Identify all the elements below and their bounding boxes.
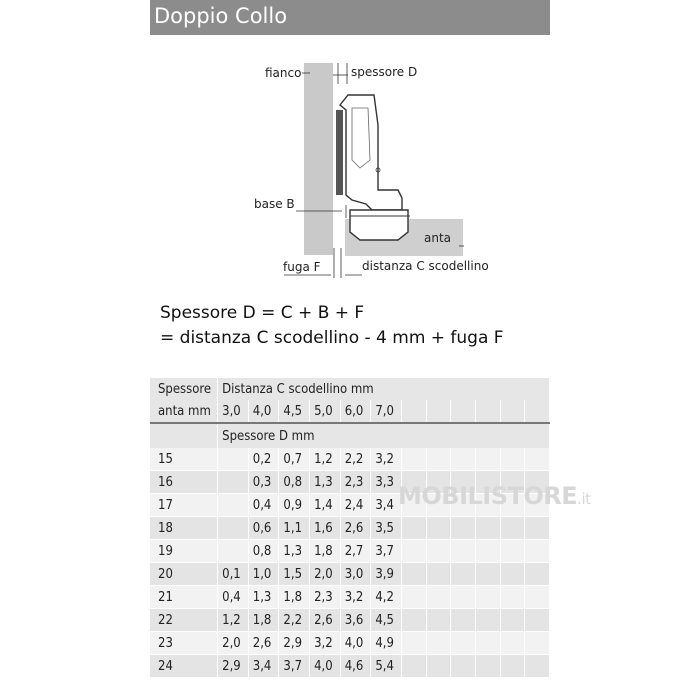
row-value: 3,7 <box>371 540 402 563</box>
table-row <box>150 448 550 471</box>
header-value: 4,5 <box>279 400 310 423</box>
table-row <box>150 563 550 586</box>
row-value: 3,2 <box>340 586 371 609</box>
row-anta-thickness: 23 <box>150 632 218 655</box>
row-value: 3,6 <box>340 609 371 632</box>
row-value: 3,0 <box>340 563 371 586</box>
header-value: 4,0 <box>248 400 279 423</box>
row-value: 1,5 <box>279 563 310 586</box>
anta-label: anta <box>424 231 452 245</box>
row-value: 1,3 <box>248 586 279 609</box>
row-anta-thickness: 17 <box>150 494 218 517</box>
row-value: 3,4 <box>248 655 279 678</box>
row-value: 2,4 <box>340 494 371 517</box>
fuga-label: fuga F <box>283 260 321 274</box>
table-row <box>150 586 550 609</box>
row-anta-thickness: 20 <box>150 563 218 586</box>
row-value: 4,9 <box>371 632 402 655</box>
row-value: 0,4 <box>218 586 249 609</box>
row-value: 4,0 <box>340 632 371 655</box>
row-value: 2,0 <box>218 632 249 655</box>
header-value: 5,0 <box>310 400 341 423</box>
row-anta-thickness: 19 <box>150 540 218 563</box>
formula-line-2: = distanza C scodellino - 4 mm + fuga F <box>160 328 504 348</box>
row-value: 1,8 <box>310 540 341 563</box>
row-value: 1,8 <box>248 609 279 632</box>
hinge-diagram <box>0 0 700 300</box>
row-value: 3,7 <box>279 655 310 678</box>
hinge-cup <box>350 210 408 240</box>
row-value: 1,2 <box>310 448 341 471</box>
mounting-plate <box>336 110 343 195</box>
row-value: 0,8 <box>279 471 310 494</box>
row-value: 0,2 <box>248 448 279 471</box>
row-value <box>218 448 249 471</box>
base-label: base B <box>254 197 295 211</box>
row-value: 0,1 <box>218 563 249 586</box>
header-distanza: Distanza C scodellino mm <box>218 378 550 400</box>
row-value: 4,2 <box>371 586 402 609</box>
table-header-row-1 <box>150 378 550 400</box>
row-value: 3,3 <box>371 471 402 494</box>
row-anta-thickness: 18 <box>150 517 218 540</box>
table-row <box>150 609 550 632</box>
row-value: 3,4 <box>371 494 402 517</box>
fianco-label: fianco <box>265 66 302 80</box>
row-value: 1,1 <box>279 517 310 540</box>
row-value: 3,2 <box>371 448 402 471</box>
row-value: 4,6 <box>340 655 371 678</box>
header-col1-line2: anta mm <box>150 400 218 423</box>
row-value <box>218 517 249 540</box>
table-row <box>150 655 550 678</box>
row-value: 2,2 <box>340 448 371 471</box>
row-value: 2,6 <box>340 517 371 540</box>
watermark-main: MOBILISTORE <box>398 482 578 510</box>
row-value: 0,4 <box>248 494 279 517</box>
row-value: 2,9 <box>218 655 249 678</box>
table-row <box>150 517 550 540</box>
row-value: 4,0 <box>310 655 341 678</box>
row-value: 2,0 <box>310 563 341 586</box>
watermark-suffix: .it <box>577 490 591 508</box>
row-value: 3,5 <box>371 517 402 540</box>
row-value: 2,9 <box>279 632 310 655</box>
row-value: 0,7 <box>279 448 310 471</box>
table-header-row-2 <box>150 400 550 423</box>
row-value: 2,3 <box>340 471 371 494</box>
row-value: 1,2 <box>218 609 249 632</box>
fianco-panel <box>304 63 333 255</box>
hinge-arm <box>340 95 402 210</box>
table-row <box>150 540 550 563</box>
row-value: 1,4 <box>310 494 341 517</box>
row-value: 2,2 <box>279 609 310 632</box>
row-value: 1,6 <box>310 517 341 540</box>
row-value: 2,6 <box>310 609 341 632</box>
row-value: 3,9 <box>371 563 402 586</box>
row-anta-thickness: 21 <box>150 586 218 609</box>
row-anta-thickness: 22 <box>150 609 218 632</box>
row-value: 2,7 <box>340 540 371 563</box>
table-row <box>150 632 550 655</box>
row-anta-thickness: 16 <box>150 471 218 494</box>
table-subheader-row <box>150 423 550 448</box>
header-value: 6,0 <box>340 400 371 423</box>
header-value: 3,0 <box>218 400 249 423</box>
formula-line-1: Spessore D = C + B + F <box>160 303 365 323</box>
page-title: Doppio Collo <box>154 4 288 28</box>
row-value: 0,8 <box>248 540 279 563</box>
row-value: 4,5 <box>371 609 402 632</box>
row-anta-thickness: 24 <box>150 655 218 678</box>
row-value: 0,3 <box>248 471 279 494</box>
row-value: 0,9 <box>279 494 310 517</box>
row-value: 1,3 <box>310 471 341 494</box>
subheader-spessore: Spessore D mm <box>218 423 550 448</box>
row-value <box>218 471 249 494</box>
row-value: 1,8 <box>279 586 310 609</box>
spessore-label: spessore D <box>351 65 418 79</box>
distanza-label: distanza C scodellino <box>362 259 489 273</box>
thickness-table <box>150 378 550 678</box>
header-value: 7,0 <box>371 400 402 423</box>
row-value: 3,2 <box>310 632 341 655</box>
row-value: 1,3 <box>279 540 310 563</box>
row-anta-thickness: 15 <box>150 448 218 471</box>
row-value: 5,4 <box>371 655 402 678</box>
watermark <box>398 482 591 510</box>
row-value: 1,0 <box>248 563 279 586</box>
header-col1-line1: Spessore <box>150 378 218 400</box>
row-value: 0,6 <box>248 517 279 540</box>
row-value: 2,3 <box>310 586 341 609</box>
row-value <box>218 494 249 517</box>
row-value: 2,6 <box>248 632 279 655</box>
row-value <box>218 540 249 563</box>
